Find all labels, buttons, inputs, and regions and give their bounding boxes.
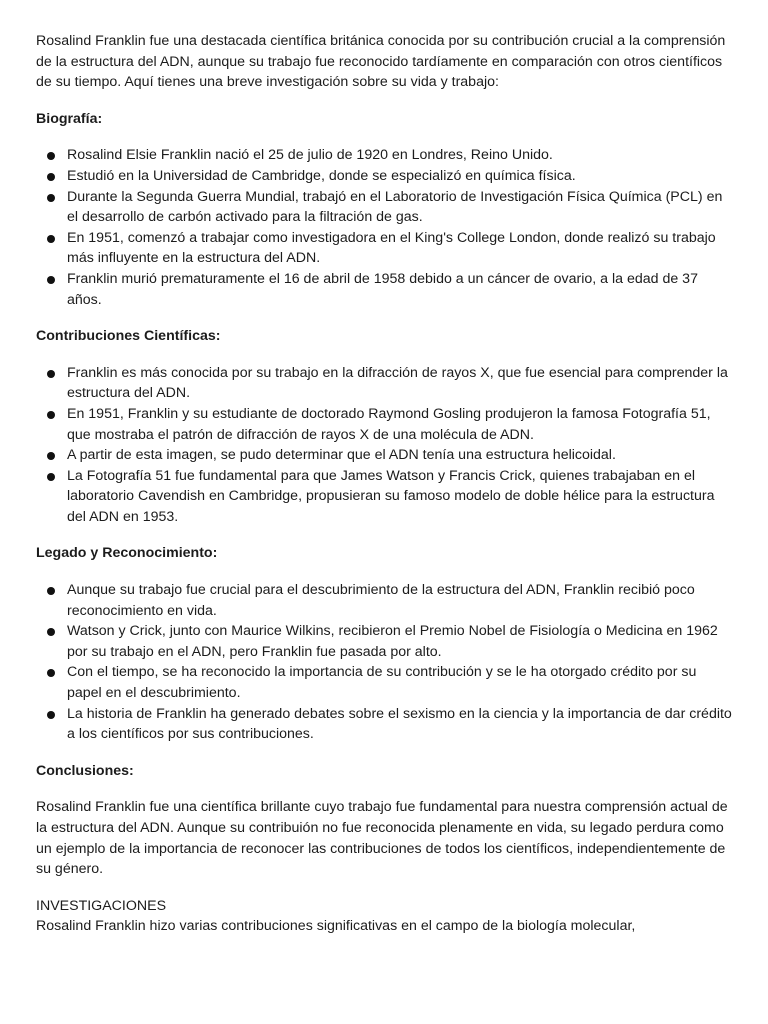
- bullet-icon: [47, 587, 55, 595]
- list-item: [36, 228, 732, 269]
- list-item: [36, 445, 732, 466]
- list-item-text: Estudió en la Universidad de Cambridge, donde se especializó en química física.: [67, 167, 576, 184]
- list-item-text: A partir de esta imagen, se pudo determinar que el ADN tenía una estructura helicoidal.: [67, 447, 616, 464]
- investigaciones-paragraph: Rosalind Franklin hizo varias contribuciones significativas en el campo de la biología molecular,: [36, 918, 636, 935]
- list-item: [36, 166, 732, 187]
- conclusions-paragraph: Rosalind Franklin fue una científica brillante cuyo trabajo fue fundamental para nuestra comprensión actual de la estructura del ADN. Aunque su contribuión no fue reconocida plenamente en vida, su legado perdura como un ejemplo de la importancia de reconocer las contribuciones de todos los científicos, independientemente de su género.: [36, 799, 728, 878]
- list-item: [36, 269, 732, 310]
- list-item: [36, 621, 732, 662]
- bullet-icon: [47, 194, 55, 202]
- bullet-icon: [47, 452, 55, 460]
- section-heading-contribuciones: Contribuciones Científicas:: [36, 328, 221, 345]
- list-item: [36, 145, 732, 166]
- legado-list: [36, 580, 732, 745]
- bullet-icon: [47, 235, 55, 243]
- section-heading-legado: Legado y Reconocimiento:: [36, 545, 218, 562]
- list-item-text: La historia de Franklin ha generado debates sobre el sexismo en la ciencia y la importancia de dar crédito a los científicos por sus contribuciones.: [67, 705, 732, 743]
- list-item-text: Watson y Crick, junto con Maurice Wilkins, recibieron el Premio Nobel de Fisiología o Medicina en 1962 por su trabajo en el ADN, pero Franklin fue pasada por alto.: [67, 623, 718, 660]
- list-item: [36, 662, 732, 703]
- biografia-list: [36, 145, 732, 310]
- list-item-text: Con el tiempo, se ha reconocido la importancia de su contribución y se le ha otorgado crédito por su papel en el descubrimiento.: [67, 664, 697, 702]
- bullet-icon: [47, 370, 55, 378]
- list-item: [36, 466, 732, 528]
- bullet-icon: [47, 628, 55, 636]
- bullet-icon: [47, 173, 55, 181]
- list-item-text: La Fotografía 51 fue fundamental para que James Watson y Francis Crick, quienes trabajaban en el laboratorio Cavendish en Cambridge, propusieran su famoso modelo de doble hélice para la estructura del ADN en 1953.: [67, 467, 715, 525]
- list-item-text: En 1951, comenzó a trabajar como investigadora en el King's College London, donde realizó su trabajo más influyente en la estructura del ADN.: [67, 229, 716, 267]
- list-item-text: Franklin murió prematuramente el 16 de abril de 1958 debido a un cáncer de ovario, a la edad de 37 años.: [67, 270, 698, 308]
- list-item-text: En 1951, Franklin y su estudiante de doctorado Raymond Gosling produjeron la famosa Fotografía 51, que mostraba el patrón de difracción de rayos X de una molécula de ADN.: [67, 405, 711, 443]
- list-item-text: Franklin es más conocida por su trabajo en la difracción de rayos X, que fue esencial para comprender la estructura del ADN.: [67, 364, 728, 402]
- list-item-text: Durante la Segunda Guerra Mundial, trabajó en el Laboratorio de Investigación Física Química (PCL) en el desarrollo de carbón activado para la filtración de gas.: [67, 188, 723, 226]
- section-heading-biografia: Biografía:: [36, 110, 103, 127]
- section-heading-conclusiones: Conclusiones:: [36, 762, 134, 779]
- list-item: [36, 363, 732, 404]
- bullet-icon: [47, 152, 55, 160]
- bullet-icon: [47, 711, 55, 719]
- contribuciones-list: [36, 363, 732, 528]
- list-item: [36, 704, 732, 745]
- list-item: [36, 580, 732, 621]
- list-item-text: Rosalind Elsie Franklin nació el 25 de julio de 1920 en Londres, Reino Unido.: [67, 147, 553, 164]
- investigaciones-label: INVESTIGACIONES: [36, 897, 167, 914]
- bullet-icon: [47, 411, 55, 419]
- list-item: [36, 187, 732, 228]
- bullet-icon: [47, 473, 55, 481]
- list-item-text: Aunque su trabajo fue crucial para el descubrimiento de la estructura del ADN, Franklin recibió poco reconocimiento en vida.: [67, 582, 695, 619]
- intro-paragraph: Rosalind Franklin fue una destacada científica británica conocida por su contribución crucial a la comprensión de la estructura del ADN, aunque su trabajo fue reconocido tardíamente en comparación con otros científicos de su tiempo. Aquí tienes una breve investigación sobre su vida y trabajo:: [36, 33, 726, 91]
- bullet-icon: [47, 669, 55, 677]
- bullet-icon: [47, 276, 55, 284]
- list-item: [36, 404, 732, 445]
